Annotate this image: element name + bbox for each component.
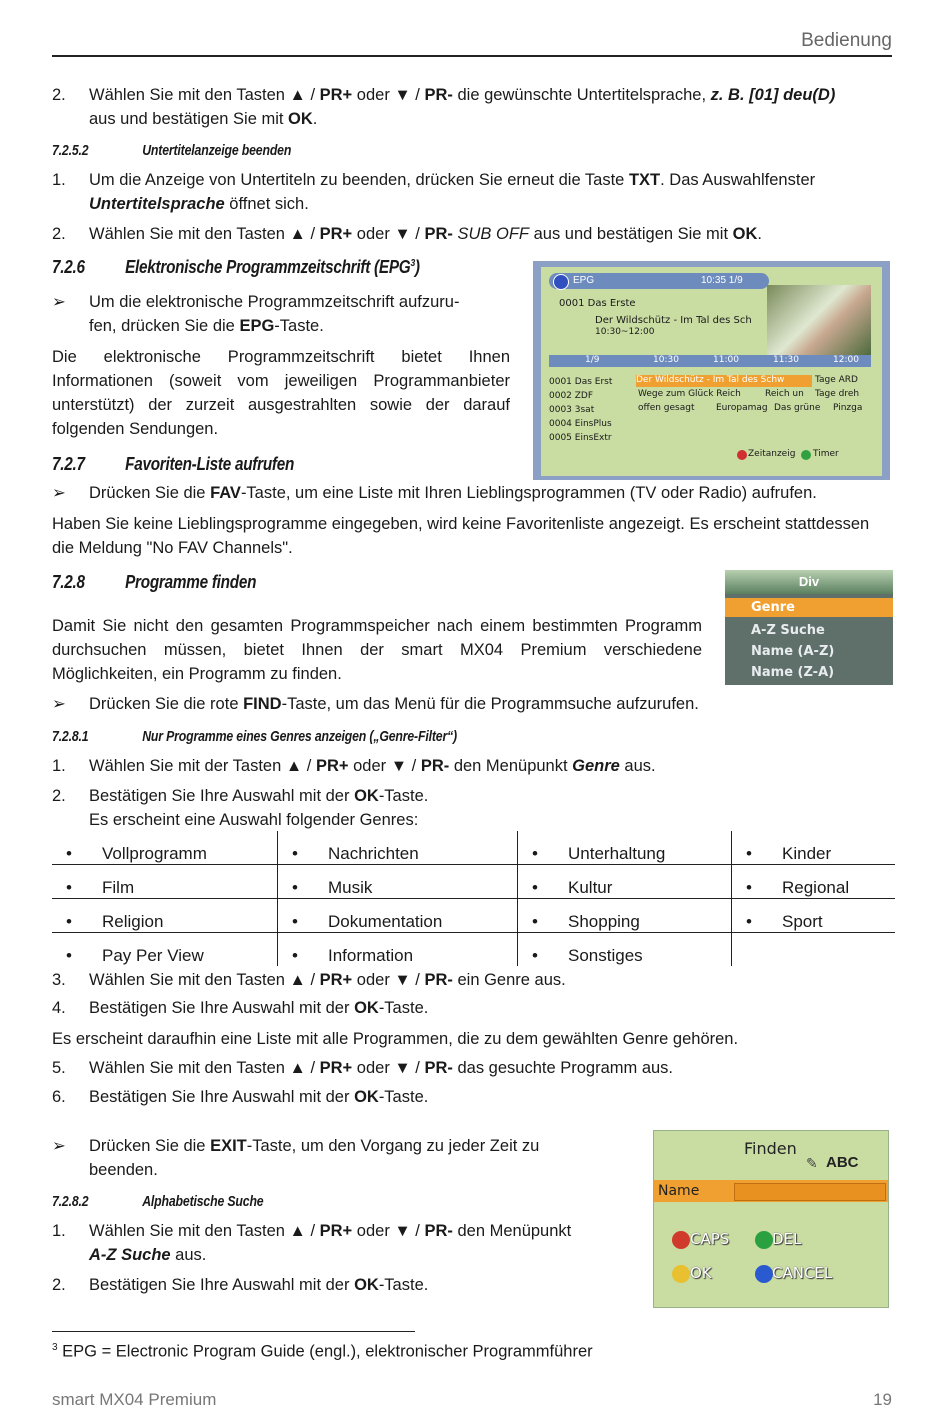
red-button-icon [672, 1231, 690, 1249]
list-item: 1. Wählen Sie mit den Tasten ▲ / PR+ oder ▼ / PR- den Menüpunkt A-Z Suche aus. [52, 1222, 572, 1264]
header-rule [52, 55, 892, 57]
section-heading: 7.2.8.1 Nur Programme eines Genres anzeigen („Genre-Filter“) [52, 728, 457, 745]
bullet-item: ➢ Drücken Sie die FAV-Taste, um eine Liste mit Ihren Lieblingsprogrammen (TV oder Radio) aufrufen. [52, 484, 817, 502]
list-item: 2. Wählen Sie mit den Tasten ▲ / PR+ oder ▼ / PR- die gewünschte Untertitelsprache, z. B. [01] deu(D) aus und bestätigen Sie mit OK. [52, 86, 836, 128]
footnote-rule [52, 1331, 415, 1332]
red-button-icon [737, 450, 747, 460]
blue-button-icon [755, 1265, 773, 1283]
yellow-button-icon [672, 1265, 690, 1283]
section-heading: 7.2.8 Programme finden [52, 572, 257, 592]
pencil-icon: ✎ [806, 1155, 818, 1171]
footer-product: smart MX04 Premium [52, 1390, 217, 1409]
clock-icon [553, 274, 569, 290]
tv-preview-image [767, 285, 871, 357]
epg-screenshot: EPG 10:35 1/9 0001 Das Erste Der Wildschütz - Im Tal des Sch 10:30~12:00 1/9 10:30 11:00 11:30 12:00 0001 Das Erst 0002 ZDF 0003 3sat 0004 EinsPlus 0005 EinsExtr Der Wildschütz - Im Tal des Schw Tage ARD Wege zum Glück Reich Reich un Tage dreh offen gesagt Europamag Das grüne Pinzga Zeitanzeig Timer [533, 261, 890, 480]
list-item: 4. Bestätigen Sie Ihre Auswahl mit der OK-Taste. [52, 999, 429, 1017]
green-button-icon [801, 450, 811, 460]
div-menu-screenshot: Div Genre A-Z Suche Name (A-Z) Name (Z-A) [725, 570, 893, 685]
list-item: 1. Wählen Sie mit der Tasten ▲ / PR+ oder ▼ / PR- den Menüpunkt Genre aus. [52, 757, 656, 775]
bullet-item: ➢ Drücken Sie die rote FIND-Taste, um das Menü für die Programmsuche aufzurufen. [52, 695, 699, 713]
channel-list: 0001 Das Erst 0002 ZDF 0003 3sat 0004 EinsPlus 0005 EinsExtr [549, 377, 613, 443]
section-heading: 7.2.7 Favoriten-Liste aufrufen [52, 454, 295, 474]
footnote: $^3$ EPG = Electronic Program Guide (engl.), elektronischer Programmführer [52, 1342, 593, 1361]
section-heading: 7.2.6 Elektronische Programmzeitschrift (EPG$^3$) [52, 257, 420, 277]
list-item: 1. Um die Anzeige von Untertiteln zu beenden, drücken Sie erneut die Taste TXT. Das Auswahlfenster Untertitelsprache öffnet sich. [52, 171, 816, 213]
list-item: 6. Bestätigen Sie Ihre Auswahl mit der OK-Taste. [52, 1088, 429, 1106]
list-item: 3. Wählen Sie mit den Tasten ▲ / PR+ oder ▼ / PR- ein Genre aus. [52, 971, 566, 989]
epg-timeline: 1/9 10:30 11:00 11:30 12:00 [549, 355, 871, 367]
paragraph: Die elektronische Programmzeitschrift bietet Ihnen Informationen (soweit vom jeweiligen Programmanbieter unterstützt) der zurzeit ausgestrahlten sowie der darauf folgenden Sendungen. [52, 348, 510, 438]
paragraph: Es erscheint daraufhin eine Liste mit alle Programmen, die zu dem gewählten Genre gehören. [52, 1030, 739, 1048]
bullet-item: ➢ Drücken Sie die EXIT-Taste, um den Vorgang zu jeder Zeit zu beenden. [52, 1137, 540, 1179]
paragraph: Damit Sie nicht den gesamten Programmspeicher nach einem bestimmten Programm durchsuchen müssen, bietet Ihnen der smart MX04 Premium verschiedene Möglichkeiten, ein Programm zu finden. [52, 617, 702, 683]
genre-table: • Vollprogramm • Nachrichten • Unterhaltung • Kinder • Film • Musik • Kultur • Regional • Religion • Dokumentation • Shopping • Sport • Pay Per View • Information • Sonstiges [52, 831, 895, 966]
finden-screenshot: Finden ✎ ABC Name CAPS DEL OK CANCEL [653, 1130, 889, 1308]
section-heading: 7.2.8.2 Alphabetische Suche [52, 1193, 264, 1210]
green-button-icon [755, 1231, 773, 1249]
list-item: 2. Wählen Sie mit den Tasten ▲ / PR+ oder ▼ / PR- SUB OFF aus und bestätigen Sie mit OK. [52, 225, 762, 243]
section-heading: 7.2.5.2 Untertitelanzeige beenden [52, 142, 292, 159]
running-header: Bedienung [801, 30, 892, 51]
list-item: 2. Bestätigen Sie Ihre Auswahl mit der OK-Taste. Es erscheint eine Auswahl folgender Genres: [52, 787, 429, 829]
list-item: 2. Bestätigen Sie Ihre Auswahl mit der OK-Taste. [52, 1276, 429, 1294]
page-number: 19 [873, 1390, 892, 1409]
list-item: 5. Wählen Sie mit den Tasten ▲ / PR+ oder ▼ / PR- das gesuchte Programm aus. [52, 1059, 674, 1077]
paragraph: Haben Sie keine Lieblingsprogramme eingegeben, wird keine Favoritenliste angezeigt. Es erscheint stattdessen die Meldung "No FAV Channels". [52, 515, 870, 557]
bullet-item: ➢ Um die elektronische Programmzeitschrift aufzuru- fen, drücken Sie die EPG-Taste. [52, 293, 460, 335]
